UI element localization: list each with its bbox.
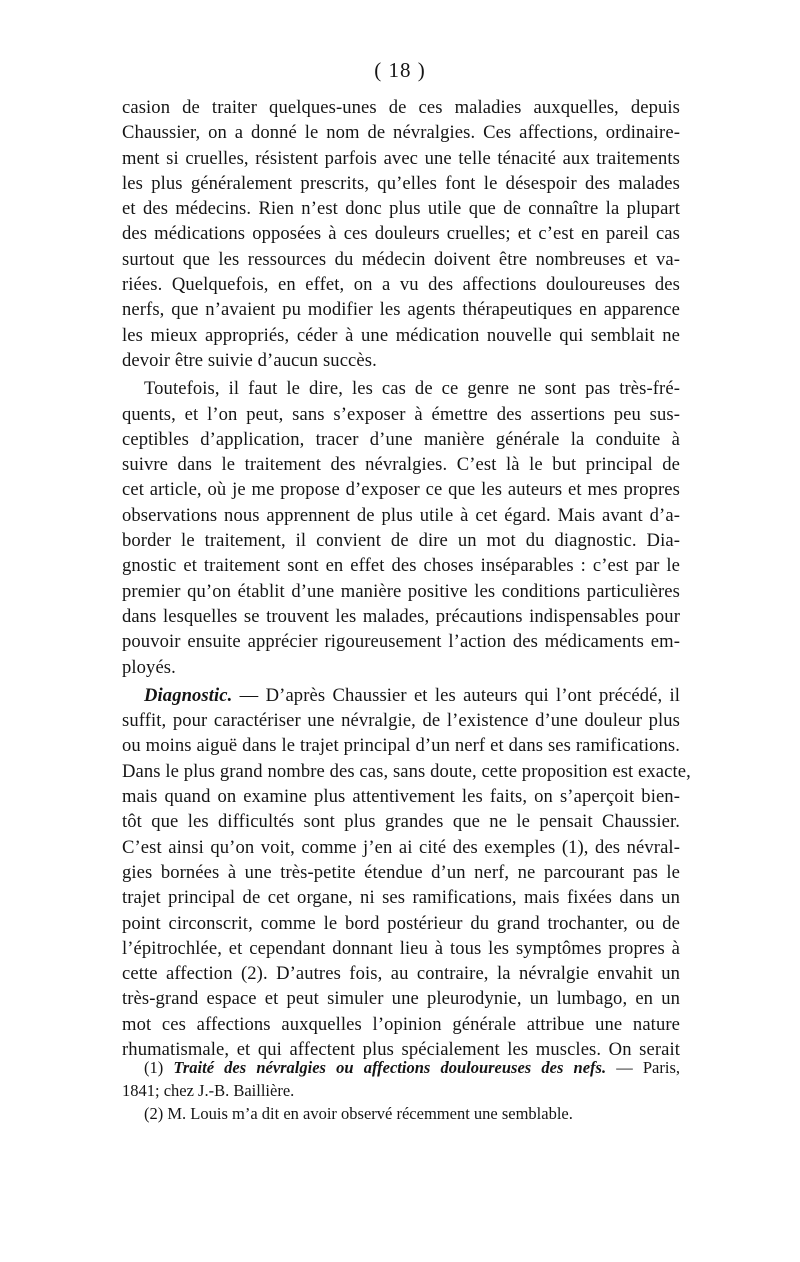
text-line bbox=[122, 221, 680, 246]
line-text: tôt que les difficultés sont plus grandes que ne le pensait Chaussier. bbox=[122, 811, 680, 833]
line-text: point circonscrit, comme le bord postérieur du grand trochanter, ou de bbox=[122, 912, 680, 934]
line-text: suffit, pour caractériser une névralgie, de l’existence d’une douleur plus bbox=[122, 710, 680, 732]
body-text bbox=[122, 95, 691, 1062]
page-number: ( 18 ) bbox=[374, 58, 426, 82]
line-text: Toutefois, il faut le dire, les cas de ce genre ne sont pas très-fré- bbox=[144, 378, 680, 400]
line-text: devoir être suivie d’aucun succès. bbox=[122, 349, 377, 371]
text-line bbox=[122, 196, 680, 221]
text-line bbox=[122, 503, 680, 528]
line-text: rhumatismale, et qui affectent plus spécialement les muscles. On serait bbox=[122, 1038, 680, 1060]
text-line bbox=[122, 961, 680, 986]
text-line bbox=[122, 323, 680, 348]
text-line bbox=[122, 120, 680, 145]
text-line bbox=[122, 759, 691, 784]
line-text: — D’après Chaussier et les auteurs qui l’ont précédé, il bbox=[232, 684, 680, 706]
line-text: les mieux appropriés, céder à une médication nouvelle qui semblait ne bbox=[122, 324, 680, 346]
footnote-text: — Paris, bbox=[606, 1058, 681, 1077]
text-line bbox=[122, 348, 680, 373]
line-text: premier qu’on établit d’une manière positive les conditions particulières bbox=[122, 580, 680, 602]
text-line bbox=[122, 835, 680, 860]
text-line bbox=[122, 427, 680, 452]
line-text: ou moins aiguë dans le trajet principal d’un nerf et dans ses ramifications. bbox=[122, 735, 680, 757]
text-line bbox=[122, 936, 680, 961]
line-text: très-grand espace et peut simuler une pleurodynie, un lumbago, en un bbox=[122, 988, 680, 1010]
line-text: quents, et l’on peut, sans s’exposer à émettre des assertions peu sus- bbox=[122, 403, 680, 425]
line-text: cette affection (2). D’autres fois, au contraire, la névralgie envahit un bbox=[122, 963, 680, 985]
text-line bbox=[122, 579, 680, 604]
line-text: mot ces affections auxquelles l’opinion générale attribue une nature bbox=[122, 1013, 680, 1035]
text-line bbox=[122, 809, 680, 834]
text-line bbox=[122, 297, 680, 322]
line-text: casion de traiter quelques-unes de ces maladies auxquelles, depuis bbox=[122, 97, 680, 118]
text-line bbox=[122, 452, 680, 477]
text-line bbox=[122, 604, 680, 629]
text-line bbox=[122, 733, 680, 758]
line-text: observations nous apprennent de plus utile à cet égard. Mais avant d’a- bbox=[122, 504, 680, 526]
text-line bbox=[122, 911, 680, 936]
text-line bbox=[122, 146, 680, 171]
line-text: des médications opposées à ces douleurs cruelles; et c’est en pareil cas bbox=[122, 223, 680, 245]
line-text: les plus généralement prescrits, qu’elles font le désespoir des malades bbox=[122, 172, 680, 194]
footnote-marker: (1) bbox=[144, 1058, 174, 1077]
footnote-marker: (2) bbox=[144, 1104, 168, 1123]
line-text: cet article, où je me propose d’exposer ce que les auteurs et mes propres bbox=[122, 479, 680, 501]
footnote bbox=[122, 1079, 680, 1102]
line-text: l’épitrochlée, et cependant donnant lieu à tous les symptômes propres à bbox=[122, 937, 680, 959]
text-line bbox=[122, 708, 680, 733]
footnote bbox=[122, 1056, 680, 1079]
line-text: ployés. bbox=[122, 656, 176, 678]
line-text: Chaussier, on a donné le nom de névralgies. Ces affections, ordinaire- bbox=[122, 122, 680, 144]
text-line bbox=[122, 629, 680, 654]
text-line bbox=[122, 171, 680, 196]
text-line bbox=[122, 402, 680, 427]
footnotes bbox=[122, 1056, 680, 1125]
line-text: suivre dans le traitement des névralgies. C’est là le but principal de bbox=[122, 454, 680, 476]
text-line bbox=[122, 95, 680, 120]
text-line bbox=[122, 272, 680, 297]
text-line bbox=[122, 247, 680, 272]
line-text: pouvoir ensuite apprécier rigoureusement l’action des médicaments em- bbox=[122, 631, 680, 653]
text-line bbox=[122, 885, 680, 910]
text-line bbox=[122, 986, 680, 1011]
footnote-text: M. Louis m’a dit en avoir observé récemment une semblable. bbox=[167, 1104, 573, 1123]
text-line bbox=[122, 553, 680, 578]
text-line bbox=[122, 477, 680, 502]
text-line bbox=[122, 1012, 680, 1037]
line-text: trajet principal de cet organe, ni ses ramifications, mais fixées dans un bbox=[122, 887, 680, 909]
line-text: gies bornées à une très-petite étendue d’un nerf, ne parcourant pas le bbox=[122, 861, 680, 883]
text-line bbox=[122, 528, 680, 553]
line-text: nerfs, que n’avaient pu modifier les agents thérapeutiques en apparence bbox=[122, 299, 680, 321]
footnote-text: 1841; chez J.-B. Baillière. bbox=[122, 1081, 295, 1100]
line-text: riées. Quelquefois, en effet, on a vu des affections douloureuses des bbox=[122, 274, 680, 296]
line-text: dans lesquelles se trouvent les malades, précautions indispensables pour bbox=[122, 605, 680, 627]
text-line bbox=[122, 860, 680, 885]
section-heading: Diagnostic. bbox=[144, 684, 233, 706]
text-line bbox=[122, 683, 680, 708]
line-text: et des médecins. Rien n’est donc plus utile que de connaître la plupart bbox=[122, 198, 680, 220]
line-text: ment si cruelles, résistent parfois avec une telle ténacité aux traitements bbox=[122, 147, 680, 169]
line-text: border le traitement, il convient de dire un mot du diagnostic. Dia- bbox=[122, 530, 680, 552]
line-text: C’est ainsi qu’on voit, comme j’en ai cité des exemples (1), des névral- bbox=[122, 836, 680, 858]
line-text: surtout que les ressources du médecin doivent être nombreuses et va- bbox=[122, 248, 680, 270]
text-line bbox=[122, 655, 680, 680]
line-text: Dans le plus grand nombre des cas, sans doute, cette proposition est exacte, bbox=[122, 760, 691, 782]
text-line bbox=[122, 784, 680, 809]
footnote bbox=[122, 1102, 680, 1125]
footnote-title: Traité des névralgies ou affections douloureuses des nefs. bbox=[173, 1058, 607, 1077]
line-text: gnostic et traitement sont en effet des choses inséparables : c’est par le bbox=[122, 555, 680, 577]
text-line bbox=[122, 376, 680, 401]
line-text: ceptibles d’application, tracer d’une manière générale la conduite à bbox=[122, 428, 680, 450]
line-text: mais quand on examine plus attentivement les faits, on s’aperçoit bien- bbox=[122, 786, 680, 808]
